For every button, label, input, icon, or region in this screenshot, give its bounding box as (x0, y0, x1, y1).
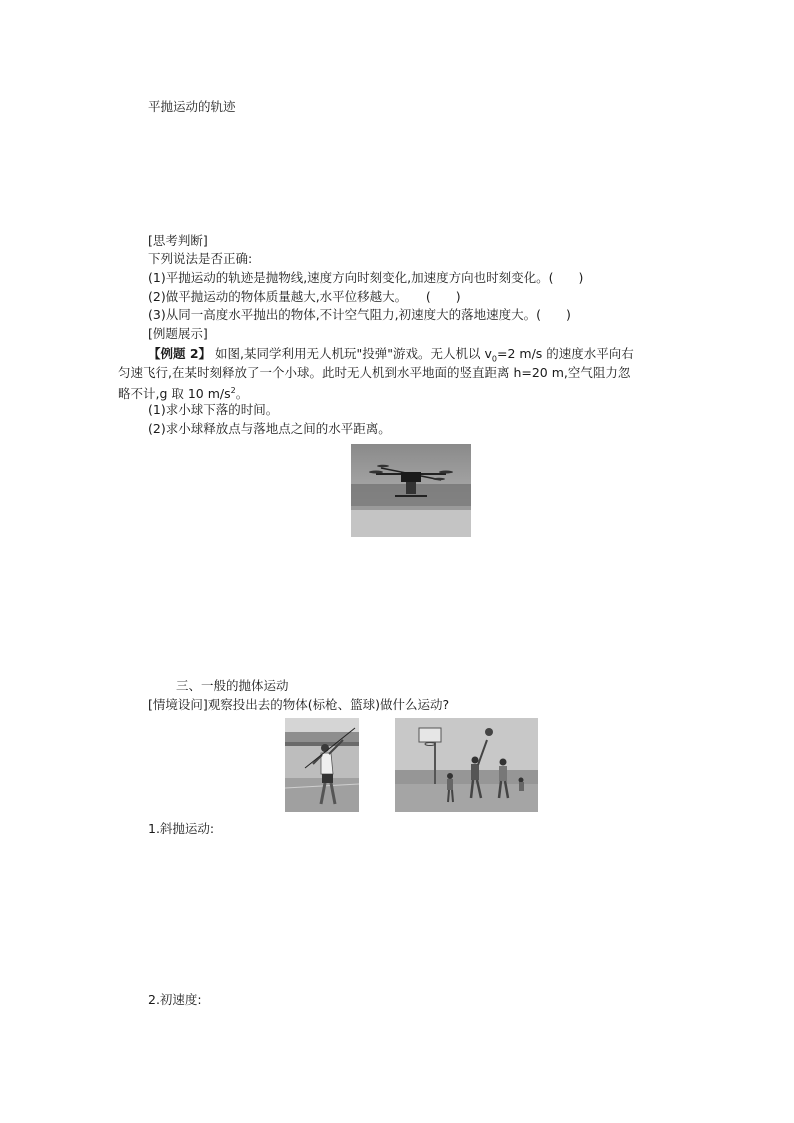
question-2: (2)求小球释放点与落地点之间的水平距离。 (148, 421, 391, 436)
example-header: [例题展示] (148, 326, 208, 341)
item-2: 2.初速度: (148, 992, 202, 1007)
question-1: (1)求小球下落的时间。 (148, 402, 279, 417)
scenario-question: [情境设问]观察投出去的物体(标枪、篮球)做什么运动? (148, 697, 450, 712)
example-line-2: 匀速飞行,在某时刻释放了一个小球。此时无人机到水平地面的竖直距离 h=20 m,空气阻力忽 (118, 365, 631, 380)
think-prompt: 下列说法是否正确: (148, 251, 253, 266)
example-text: 。 (235, 386, 249, 402)
example-text: 略不计,g 取 10 m/s (118, 386, 231, 402)
example-text: 如图,某同学利用无人机玩"投弹"游戏。无人机以 v (215, 346, 492, 361)
item-1: 1.斜抛运动: (148, 821, 215, 836)
v-subscript: 0 (491, 354, 497, 364)
drone-photo (351, 444, 471, 537)
statement-3: (3)从同一高度水平抛出的物体,不计空气阻力,初速度大的落地速度大。( ) (148, 307, 571, 322)
javelin-photo (285, 718, 359, 812)
unit-superscript: 2 (230, 386, 236, 395)
example-text: =2 m/s 的速度水平向右 (497, 346, 634, 361)
section3-title: 三、一般的抛体运动 (176, 678, 289, 693)
example-label: 【例题 2】 (148, 346, 212, 361)
think-header: [思考判断] (148, 233, 208, 248)
statement-1: (1)平抛运动的轨迹是抛物线,速度方向时刻变化,加速度方向也时刻变化。( ) (148, 270, 584, 285)
statement-2: (2)做平抛运动的物体质量越大,水平位移越大。 ( ) (148, 289, 461, 304)
basketball-photo (395, 718, 538, 812)
section-title: 平抛运动的轨迹 (148, 99, 236, 114)
example-line-3 (118, 382, 248, 403)
